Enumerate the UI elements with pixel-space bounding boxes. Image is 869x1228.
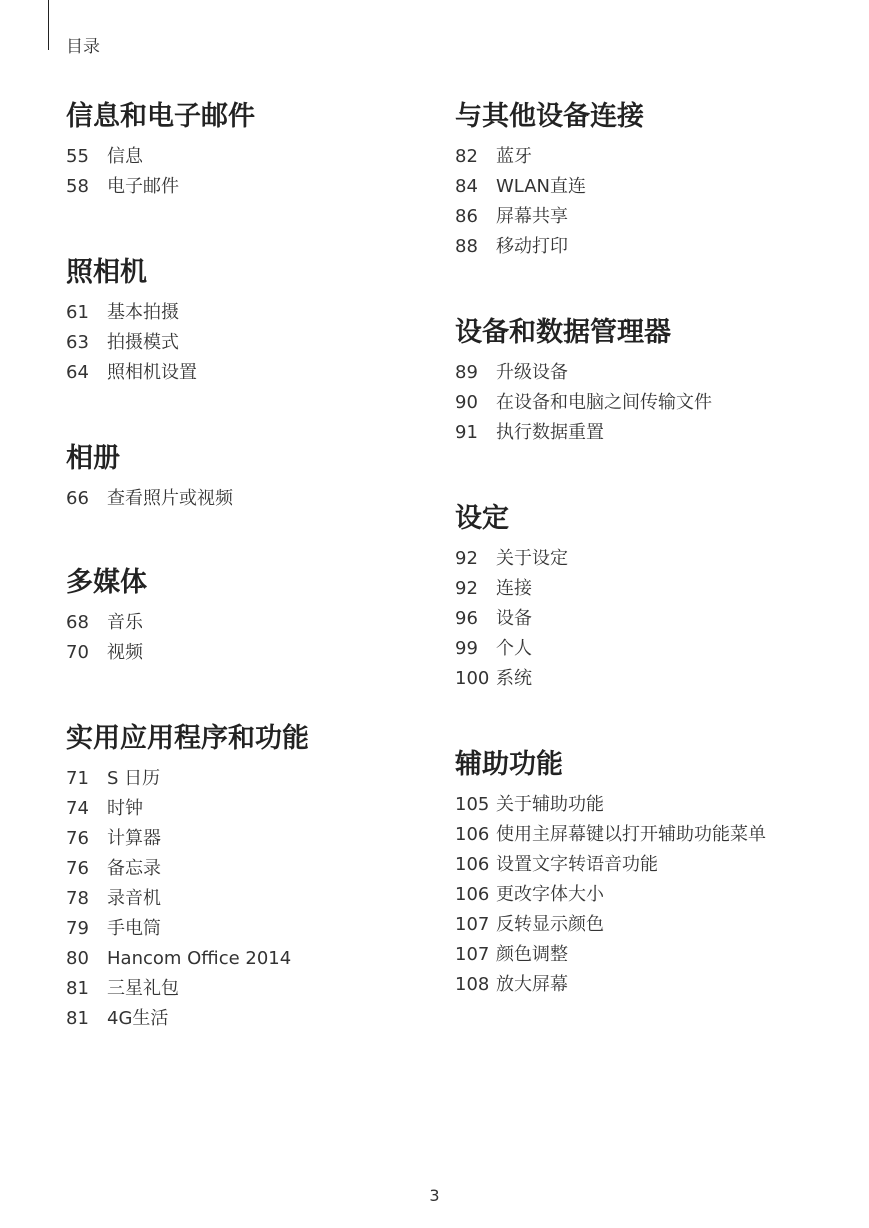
- toc-entry[interactable]: [455, 358, 795, 388]
- toc-page-number: 74: [66, 798, 89, 819]
- toc-page-number: 107: [455, 914, 490, 935]
- section-title: 设定: [455, 503, 509, 534]
- toc-page-number: 100: [455, 668, 490, 689]
- toc-page-number: 81: [66, 1008, 89, 1029]
- toc-entry[interactable]: [455, 880, 795, 910]
- toc-entry[interactable]: [66, 884, 426, 914]
- toc-page-number: 81: [66, 978, 89, 999]
- toc-entry[interactable]: [455, 232, 795, 262]
- toc-entry-label: 三星礼包: [107, 978, 179, 999]
- toc-entry-label: 设备: [496, 608, 532, 629]
- toc-entry-label: Hancom Office 2014: [107, 948, 292, 969]
- toc-entry-label: 4G生活: [107, 1008, 169, 1029]
- section-title: 信息和电子邮件: [66, 101, 255, 132]
- toc-page-number: 63: [66, 332, 89, 353]
- toc-entry[interactable]: [66, 328, 426, 358]
- toc-page-number: 106: [455, 824, 490, 845]
- section-title: 与其他设备连接: [455, 101, 644, 132]
- toc-page-number: 99: [455, 638, 478, 659]
- toc-entry[interactable]: [455, 418, 795, 448]
- toc-entry[interactable]: [66, 484, 426, 514]
- toc-entry[interactable]: [455, 604, 795, 634]
- toc-page-number: 70: [66, 642, 89, 663]
- toc-entry-label: 音乐: [107, 612, 143, 633]
- toc-entry[interactable]: [66, 608, 426, 638]
- toc-entry-label: 视频: [107, 642, 143, 663]
- toc-entry-label: 执行数据重置: [496, 422, 604, 443]
- toc-entry[interactable]: [455, 202, 795, 232]
- toc-entry[interactable]: [455, 790, 795, 820]
- toc-entry[interactable]: [455, 388, 795, 418]
- toc-page-number: 64: [66, 362, 89, 383]
- toc-section: [455, 502, 795, 694]
- toc-section: [455, 316, 795, 448]
- toc-section: [455, 100, 795, 262]
- section-title: 相册: [66, 443, 120, 474]
- toc-entry[interactable]: [66, 298, 426, 328]
- toc-section: [66, 442, 426, 514]
- toc-entry[interactable]: [455, 850, 795, 880]
- toc-entry-label: 反转显示颜色: [496, 914, 604, 935]
- toc-page-number: 105: [455, 794, 490, 815]
- toc-entry-label: 备忘录: [107, 858, 161, 879]
- toc-entry[interactable]: [455, 940, 795, 970]
- section-title: 辅助功能: [455, 749, 563, 780]
- toc-entry-label: 在设备和电脑之间传输文件: [496, 392, 712, 413]
- toc-entry-label: 关于设定: [496, 548, 568, 569]
- toc-entry[interactable]: [66, 854, 426, 884]
- toc-entry[interactable]: [455, 544, 795, 574]
- toc-page-number: 107: [455, 944, 490, 965]
- toc-entry-label: 信息: [107, 146, 143, 167]
- toc-page-number: 88: [455, 236, 478, 257]
- toc-page-number: 58: [66, 176, 89, 197]
- toc-page-number: 55: [66, 146, 89, 167]
- toc-entry-label: 蓝牙: [496, 146, 532, 167]
- toc-page-number: 86: [455, 206, 478, 227]
- toc-page-number: 78: [66, 888, 89, 909]
- toc-entry-label: 移动打印: [496, 236, 568, 257]
- toc-section: [66, 722, 426, 1034]
- toc-entry[interactable]: [455, 664, 795, 694]
- toc-page-number: 89: [455, 362, 478, 383]
- toc-page-number: 61: [66, 302, 89, 323]
- toc-page-number: 96: [455, 608, 478, 629]
- toc-page-number: 106: [455, 854, 490, 875]
- toc-entry[interactable]: [455, 820, 791, 850]
- toc-entry-label: S 日历: [107, 768, 161, 789]
- toc-section: [455, 748, 795, 1000]
- toc-page-number: 92: [455, 578, 478, 599]
- toc-entry-label: 颜色调整: [496, 944, 568, 965]
- section-title: 多媒体: [66, 567, 147, 598]
- toc-page-number: 76: [66, 858, 89, 879]
- toc-page-number: 84: [455, 176, 478, 197]
- toc-page-number: 71: [66, 768, 89, 789]
- toc-entry[interactable]: [66, 914, 426, 944]
- toc-entry[interactable]: [66, 172, 426, 202]
- toc-entry[interactable]: [455, 970, 795, 1000]
- toc-entry[interactable]: [455, 910, 795, 940]
- toc-entry[interactable]: [66, 824, 426, 854]
- toc-entry-label: 个人: [496, 638, 532, 659]
- toc-page-number: 108: [455, 974, 490, 995]
- toc-entry-label: WLAN直连: [496, 176, 587, 197]
- toc-section: [66, 256, 426, 388]
- toc-page-number: 80: [66, 948, 89, 969]
- toc-section: [66, 566, 426, 668]
- toc-page-number: 91: [455, 422, 478, 443]
- toc-entry-label: 电子邮件: [107, 176, 179, 197]
- toc-entry-label: 更改字体大小: [496, 884, 604, 905]
- toc-entry-label: 设置文字转语音功能: [496, 854, 658, 875]
- toc-entry-label: 屏幕共享: [496, 206, 568, 227]
- toc-entry[interactable]: [66, 358, 426, 388]
- header-divider: [48, 0, 49, 50]
- toc-entry[interactable]: [66, 974, 426, 1004]
- toc-entry[interactable]: [455, 172, 795, 202]
- toc-entry-label: 关于辅助功能: [496, 794, 604, 815]
- toc-section: [66, 100, 426, 202]
- toc-page-number: 90: [455, 392, 478, 413]
- toc-page-number: 82: [455, 146, 478, 167]
- toc-entry[interactable]: [455, 634, 795, 664]
- page-header-title: 目录: [66, 37, 100, 57]
- toc-entry[interactable]: [455, 574, 795, 604]
- toc-entry[interactable]: [66, 944, 426, 974]
- toc-page-number: 68: [66, 612, 89, 633]
- toc-entry-label: 照相机设置: [107, 362, 197, 383]
- toc-entry[interactable]: [66, 142, 426, 172]
- toc-entry-label: 放大屏幕: [496, 974, 568, 995]
- toc-entry[interactable]: [455, 142, 795, 172]
- toc-entry-label: 手电筒: [107, 918, 161, 939]
- toc-entry[interactable]: [66, 1004, 426, 1034]
- toc-page-number: 76: [66, 828, 89, 849]
- section-title: 设备和数据管理器: [455, 317, 671, 348]
- toc-page-number: 66: [66, 488, 89, 509]
- toc-entry-label: 计算器: [107, 828, 161, 849]
- page-number: 3: [429, 1186, 440, 1205]
- toc-entry-label: 连接: [496, 578, 532, 599]
- toc-entry-label: 升级设备: [496, 362, 568, 383]
- toc-entry-label: 基本拍摄: [107, 302, 179, 323]
- toc-entry-label: 系统: [496, 668, 532, 689]
- section-title: 照相机: [66, 257, 147, 288]
- toc-entry-label: 查看照片或视频: [107, 488, 233, 509]
- toc-entry[interactable]: [66, 638, 426, 668]
- toc-page-number: 106: [455, 884, 490, 905]
- toc-entry-label: 使用主屏幕键以打开辅助功能菜单: [496, 824, 766, 845]
- toc-entry[interactable]: [66, 764, 426, 794]
- toc-entry[interactable]: [66, 794, 426, 824]
- toc-entry-label: 录音机: [107, 888, 161, 909]
- section-title: 实用应用程序和功能: [66, 723, 309, 754]
- toc-entry-label: 时钟: [107, 798, 143, 819]
- toc-page-number: 79: [66, 918, 89, 939]
- toc-entry-label: 拍摄模式: [107, 332, 179, 353]
- toc-page-number: 92: [455, 548, 478, 569]
